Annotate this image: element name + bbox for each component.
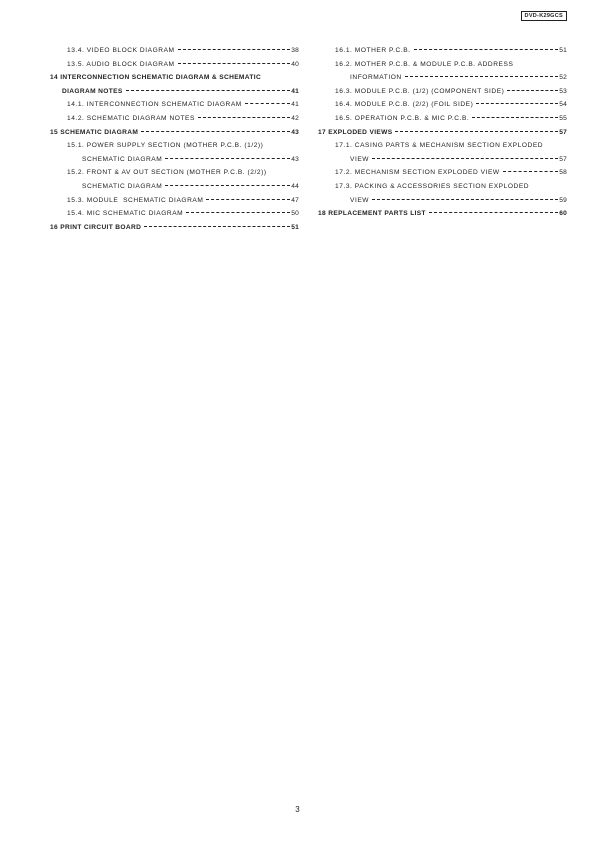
- toc-page-number: 43: [291, 128, 299, 136]
- toc-entry-title: 18 REPLACEMENT PARTS LIST: [318, 210, 426, 218]
- leader-dots: [165, 185, 290, 186]
- toc-entry-title: 16.5. OPERATION P.C.B. & MIC P.C.B.: [335, 114, 470, 122]
- toc-page-number: 53: [559, 87, 567, 95]
- toc-entry-title-continued: INFORMATION: [350, 74, 402, 82]
- leader-dots: [395, 131, 558, 132]
- toc-entry-title: 17 EXPLODED VIEWS: [318, 128, 393, 136]
- toc-page-number: 58: [559, 169, 567, 177]
- toc-entry[interactable]: [318, 44, 567, 58]
- toc-page-number: 40: [291, 60, 299, 68]
- toc-entry-title: 15.3. MODULE SCHEMATIC DIAGRAM: [67, 196, 204, 204]
- leader-dots: [429, 212, 558, 213]
- toc-entry-title-continued: DIAGRAM NOTES: [62, 87, 123, 95]
- toc-entry[interactable]: [318, 112, 567, 126]
- toc-entry[interactable]: [50, 112, 299, 126]
- toc-entry-title: 13.5. AUDIO BLOCK DIAGRAM: [67, 60, 175, 68]
- leader-dots: [372, 199, 558, 200]
- toc-entry-title: 16.4. MODULE P.C.B. (2/2) (FOIL SIDE): [335, 101, 474, 109]
- toc-entry-title-continued: VIEW: [350, 155, 370, 163]
- toc-section-entry[interactable]: [50, 126, 299, 140]
- leader-dots: [165, 158, 290, 159]
- toc-entry[interactable]: [50, 194, 299, 208]
- toc-entry-title: 16.3. MODULE P.C.B. (1/2) (COMPONENT SIDE): [335, 87, 505, 95]
- toc-entry[interactable]: [318, 85, 567, 99]
- page-number: 3: [295, 805, 300, 814]
- toc-entry-title: 16 PRINT CIRCUIT BOARD: [50, 223, 142, 231]
- toc-page-number: 52: [559, 74, 567, 82]
- toc-entry-title: 13.4. VIDEO BLOCK DIAGRAM: [67, 47, 175, 54]
- toc-entry-title: 15 SCHEMATIC DIAGRAM: [50, 128, 139, 136]
- toc-page-number: 57: [559, 128, 567, 136]
- leader-dots: [372, 158, 558, 159]
- model-number-label: DVD-K29GCS: [521, 11, 567, 21]
- toc-page-number: 41: [291, 87, 299, 95]
- toc-entry-title: 15.1. POWER SUPPLY SECTION (MOTHER P.C.B. (1/2)): [67, 142, 264, 150]
- toc-page-number: 60: [559, 210, 567, 218]
- toc-entry-title: 14.2. SCHEMATIC DIAGRAM NOTES: [67, 114, 195, 122]
- toc-entry[interactable]: [318, 139, 567, 166]
- toc-section-entry[interactable]: [50, 71, 299, 98]
- toc-entry-title-continued: VIEW: [350, 196, 370, 204]
- toc-entry-title: 17.3. PACKING & ACCESSORIES SECTION EXPLODED: [335, 182, 530, 190]
- toc-entry-title: 17.1. CASING PARTS & MECHANISM SECTION EXPLODED: [335, 142, 544, 150]
- toc-entry[interactable]: [318, 58, 567, 85]
- leader-dots: [178, 63, 291, 64]
- toc-entry-title-continued: SCHEMATIC DIAGRAM: [82, 182, 163, 190]
- leader-dots: [476, 103, 558, 104]
- toc-entry[interactable]: [50, 44, 299, 58]
- toc-entry[interactable]: [50, 98, 299, 112]
- leader-dots: [206, 199, 290, 200]
- toc-page-number: 54: [559, 101, 567, 109]
- toc-page-number: 51: [291, 223, 299, 231]
- leader-dots: [472, 117, 558, 118]
- toc-entry[interactable]: [50, 139, 299, 166]
- toc-right-column: [318, 44, 567, 221]
- toc-entry-title: 17.2. MECHANISM SECTION EXPLODED VIEW: [335, 169, 500, 177]
- toc-page-number: 51: [559, 47, 567, 54]
- toc-page-number: 43: [291, 155, 299, 163]
- toc-page-number: 42: [291, 114, 299, 122]
- leader-dots: [186, 212, 290, 213]
- toc-entry-title: 14.1. INTERCONNECTION SCHEMATIC DIAGRAM: [67, 101, 242, 109]
- leader-dots: [198, 117, 290, 118]
- toc-entry-title: 14 INTERCONNECTION SCHEMATIC DIAGRAM & SCHEMATIC: [50, 74, 262, 82]
- toc-page-number: 50: [291, 210, 299, 218]
- toc-page-number: 55: [559, 114, 567, 122]
- toc-entry-title: 16.2. MOTHER P.C.B. & MODULE P.C.B. ADDRESS: [335, 60, 514, 68]
- toc-page-number: 41: [291, 101, 299, 109]
- toc-entry-title: 15.2. FRONT & AV OUT SECTION (MOTHER P.C.B. (2/2)): [67, 169, 267, 177]
- toc-section-entry[interactable]: [50, 221, 299, 235]
- leader-dots: [144, 226, 290, 227]
- toc-entry[interactable]: [50, 166, 299, 193]
- toc-entry[interactable]: [318, 180, 567, 207]
- toc-entry[interactable]: [318, 98, 567, 112]
- toc-section-entry[interactable]: [318, 207, 567, 221]
- toc-section-entry[interactable]: [318, 126, 567, 140]
- toc-page-number: 47: [291, 196, 299, 204]
- leader-dots: [141, 131, 290, 132]
- toc-entry[interactable]: [50, 207, 299, 221]
- leader-dots: [126, 90, 291, 91]
- leader-dots: [507, 90, 558, 91]
- leader-dots: [414, 49, 559, 50]
- toc-page-number: 44: [291, 182, 299, 190]
- toc-page-number: 38: [291, 47, 299, 54]
- toc-page-number: 57: [559, 155, 567, 163]
- leader-dots: [245, 103, 290, 104]
- toc-left-column: [50, 44, 299, 234]
- toc-entry[interactable]: [50, 58, 299, 72]
- leader-dots: [405, 76, 559, 77]
- toc-entry-title: 15.4. MIC SCHEMATIC DIAGRAM: [67, 210, 184, 218]
- toc-entry-title-continued: SCHEMATIC DIAGRAM: [82, 155, 163, 163]
- toc-entry[interactable]: [318, 166, 567, 180]
- toc-page-number: 59: [559, 196, 567, 204]
- toc-entry-title: 16.1. MOTHER P.C.B.: [335, 47, 411, 54]
- leader-dots: [178, 49, 291, 50]
- leader-dots: [503, 171, 559, 172]
